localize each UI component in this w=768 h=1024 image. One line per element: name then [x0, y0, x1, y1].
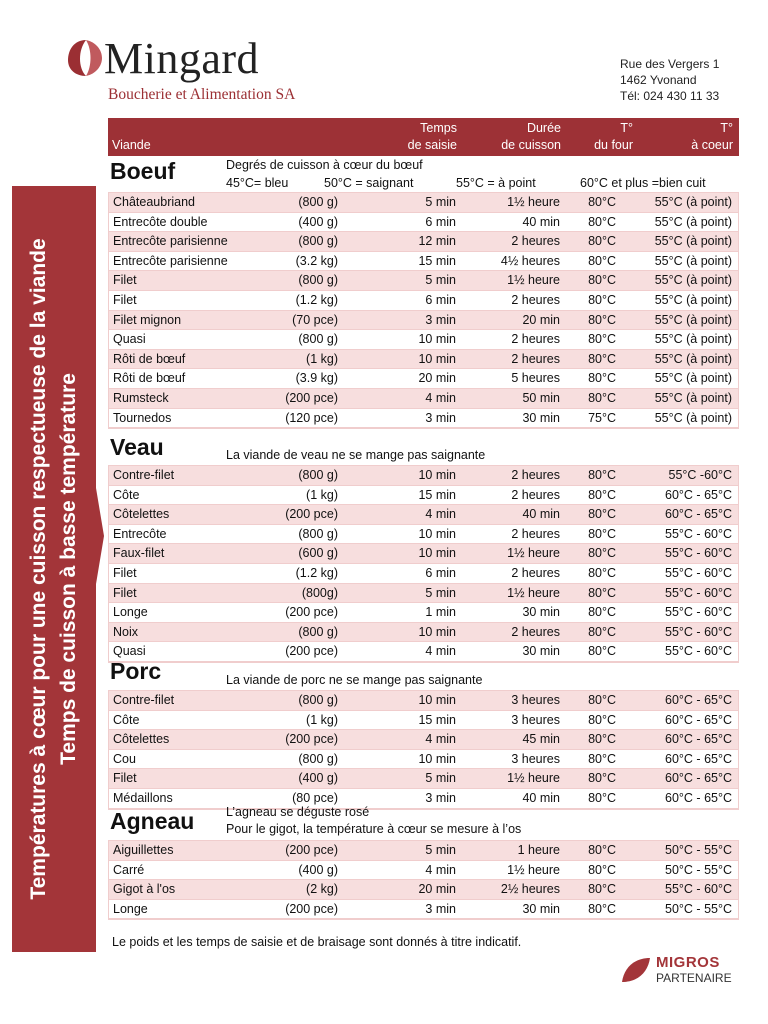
cell-searing-time: 5 min: [425, 771, 456, 786]
cell-core-temp: 60°C - 65°C: [665, 732, 732, 747]
cell-core-temp: 60°C - 65°C: [665, 771, 732, 786]
cell-cooking-time: 45 min: [522, 732, 560, 747]
section-title-boeuf: Boeuf: [110, 158, 176, 184]
cell-cut: Entrecôte: [113, 526, 167, 541]
table-row: [109, 544, 738, 564]
cell-oven-temp: 80°C: [588, 843, 616, 857]
brand-name: Mingard: [104, 34, 260, 83]
table-row: [109, 564, 738, 584]
cell-searing-time: 1 min: [425, 605, 456, 620]
cell-oven-temp: 80°C: [588, 312, 616, 327]
cell-searing-time: 15 min: [418, 253, 456, 268]
cell-searing-time: 4 min: [425, 507, 456, 522]
cell-oven-temp: 80°C: [588, 712, 616, 727]
cell-cooking-time: 2 heures: [511, 468, 560, 482]
cell-cut: Cou: [113, 751, 136, 766]
cell-weight: (1.2 kg): [295, 565, 338, 580]
table-row: [109, 642, 738, 662]
cell-oven-temp: 80°C: [588, 468, 616, 482]
cell-searing-time: 10 min: [418, 332, 456, 347]
partner-line2: PARTENAIRE: [656, 971, 732, 985]
cell-oven-temp: 80°C: [588, 507, 616, 522]
table-header: [108, 118, 739, 156]
cell-searing-time: 4 min: [425, 732, 456, 747]
cell-weight: (70 pce): [292, 312, 338, 327]
cell-cut: Gigot à l'os: [113, 882, 176, 897]
cell-cooking-time: 40 min: [522, 507, 560, 522]
cell-weight: (800 g): [298, 624, 338, 639]
table-row: [109, 789, 738, 809]
cell-cut: Contre-filet: [113, 693, 175, 707]
cell-cooking-time: 3 heures: [511, 693, 560, 707]
header-duree-2: de cuisson: [501, 138, 561, 152]
table-row: [109, 330, 738, 350]
cell-cut: Entrecôte parisienne: [113, 253, 228, 268]
cell-weight: (800 g): [298, 234, 338, 249]
cell-weight: (800 g): [298, 693, 338, 707]
cell-cut: Contre-filet: [113, 468, 175, 482]
banner-text: [24, 238, 84, 899]
section-note-veau: La viande de veau ne se mange pas saignante: [226, 448, 486, 462]
cell-weight: (800 g): [298, 468, 338, 482]
cell-oven-temp: 80°C: [588, 771, 616, 786]
table-row: [109, 466, 738, 486]
cell-weight: (3.2 kg): [295, 253, 338, 268]
cell-weight: (800 g): [298, 751, 338, 766]
cell-core-temp: 55°C -60°C: [668, 468, 732, 482]
banner-notch: [94, 476, 104, 596]
cell-searing-time: 20 min: [418, 371, 456, 386]
cell-searing-time: 4 min: [425, 644, 456, 659]
table-row: [109, 486, 738, 506]
cell-core-temp: 60°C - 65°C: [665, 487, 732, 502]
address-phone: Tél: 024 430 11 33: [620, 89, 720, 103]
cell-oven-temp: 80°C: [588, 644, 616, 659]
cell-core-temp: 60°C - 65°C: [665, 751, 732, 766]
cell-cut: Filet: [113, 585, 137, 600]
header-four-2: du four: [594, 138, 633, 152]
partner-line1: MIGROS: [656, 954, 720, 971]
cell-searing-time: 20 min: [418, 882, 456, 897]
cell-searing-time: 5 min: [425, 585, 456, 600]
header-coeur-2: à coeur: [691, 138, 733, 152]
cell-cooking-time: 1½ heure: [507, 273, 560, 288]
cell-core-temp: 55°C - 60°C: [665, 546, 732, 561]
migros-partner-logo: [620, 952, 740, 992]
cell-cut: Quasi: [113, 644, 146, 659]
footnote: Le poids et les temps de saisie et de braisage sont donnés à titre indicatif.: [112, 935, 522, 949]
cell-oven-temp: 80°C: [588, 732, 616, 747]
table-row: [109, 252, 738, 272]
cell-oven-temp: 80°C: [588, 565, 616, 580]
cell-searing-time: 4 min: [425, 862, 456, 877]
section-title-porc: Porc: [110, 658, 162, 684]
cell-cooking-time: 3 heures: [511, 751, 560, 766]
cell-weight: (80 pce): [292, 790, 338, 805]
cell-cooking-time: 30 min: [522, 644, 560, 659]
cell-cut: Côte: [113, 487, 140, 502]
table-row: [109, 603, 738, 623]
cell-cut: Côtelettes: [113, 732, 170, 747]
cell-searing-time: 3 min: [425, 410, 456, 425]
table-row: [109, 900, 738, 920]
cell-cut: Noix: [113, 624, 139, 639]
header-four-1: T°: [620, 121, 633, 135]
cell-searing-time: 10 min: [418, 546, 456, 561]
cell-cooking-time: 40 min: [522, 214, 560, 229]
table-row: [109, 291, 738, 311]
cell-weight: (800g): [301, 585, 338, 600]
cell-cooking-time: 20 min: [522, 312, 560, 327]
cell-core-temp: 60°C - 65°C: [665, 507, 732, 522]
cell-weight: (800 g): [298, 195, 338, 209]
banner-title: Températures à cœur pour une cuisson respectueuse de la viande: [27, 238, 50, 900]
header-saisie-2: de saisie: [407, 138, 457, 152]
cell-cooking-time: 2½ heures: [500, 882, 560, 897]
header-viande: Viande: [112, 138, 151, 152]
cell-searing-time: 6 min: [425, 565, 456, 580]
cell-weight: (200 pce): [285, 901, 338, 916]
cell-oven-temp: 80°C: [588, 901, 616, 916]
cell-weight: (800 g): [298, 526, 338, 541]
table-row: [109, 584, 738, 604]
cell-oven-temp: 80°C: [588, 790, 616, 805]
cell-cooking-time: 1½ heure: [507, 195, 560, 209]
header-duree-1: Durée: [526, 121, 561, 135]
cell-core-temp: 55°C - 60°C: [665, 882, 732, 897]
cell-weight: (200 pce): [285, 507, 338, 522]
vertical-banner: [12, 186, 96, 952]
table-row: [109, 409, 738, 429]
cell-searing-time: 5 min: [425, 843, 456, 857]
cell-cooking-time: 40 min: [522, 790, 560, 805]
cell-core-temp: 55°C (à point): [654, 312, 732, 327]
cell-searing-time: 10 min: [418, 468, 456, 482]
table-row: [109, 389, 738, 409]
cell-core-temp: 55°C (à point): [654, 371, 732, 386]
section-note-porc: La viande de porc ne se mange pas saignante: [226, 673, 483, 687]
table-boeuf: [108, 192, 739, 429]
cell-searing-time: 10 min: [418, 751, 456, 766]
cell-cooking-time: 1½ heure: [507, 585, 560, 600]
cell-weight: (1 kg): [306, 712, 338, 727]
table-row: [109, 769, 738, 789]
table-row: [109, 350, 738, 370]
cell-cooking-time: 30 min: [522, 901, 560, 916]
cell-cooking-time: 2 heures: [511, 351, 560, 366]
cell-weight: (400 g): [298, 771, 338, 786]
cell-cut: Rôti de bœuf: [113, 351, 186, 366]
section-note-boeuf: Degrés de cuisson à cœur du bœuf: [226, 158, 423, 172]
cell-weight: (2 kg): [306, 882, 338, 897]
cell-core-temp: 55°C - 60°C: [665, 624, 732, 639]
cell-core-temp: 55°C - 60°C: [665, 644, 732, 659]
section-note-agneau-1: L’agneau se déguste rosé: [226, 805, 370, 819]
cell-cut: Médaillons: [113, 790, 173, 805]
cell-core-temp: 55°C (à point): [654, 273, 732, 288]
cell-oven-temp: 80°C: [588, 253, 616, 268]
cell-cooking-time: 2 heures: [511, 332, 560, 347]
cell-searing-time: 5 min: [425, 195, 456, 209]
cell-core-temp: 60°C - 65°C: [665, 693, 732, 707]
cell-weight: (800 g): [298, 332, 338, 347]
cell-cooking-time: 2 heures: [511, 487, 560, 502]
cell-cooking-time: 5 heures: [511, 371, 560, 386]
cell-weight: (200 pce): [285, 605, 338, 620]
cell-oven-temp: 80°C: [588, 371, 616, 386]
cell-weight: (1 kg): [306, 351, 338, 366]
cell-cut: Faux-filet: [113, 546, 165, 561]
cell-weight: (1 kg): [306, 487, 338, 502]
cell-core-temp: 55°C (à point): [654, 351, 732, 366]
cell-core-temp: 50°C - 55°C: [665, 862, 732, 877]
cell-oven-temp: 80°C: [588, 526, 616, 541]
cell-cut: Quasi: [113, 332, 146, 347]
cell-core-temp: 55°C (à point): [654, 195, 732, 209]
table-row: [109, 505, 738, 525]
cell-oven-temp: 80°C: [588, 351, 616, 366]
cell-cooking-time: 1½ heure: [507, 862, 560, 877]
table-row: [109, 750, 738, 770]
cell-cut: Carré: [113, 862, 145, 877]
cell-cut: Filet: [113, 565, 137, 580]
cell-oven-temp: 80°C: [588, 332, 616, 347]
cell-oven-temp: 80°C: [588, 585, 616, 600]
cell-oven-temp: 80°C: [588, 882, 616, 897]
table-row: [109, 369, 738, 389]
cell-cooking-time: 2 heures: [511, 624, 560, 639]
cell-cut: Entrecôte parisienne: [113, 234, 228, 249]
cell-searing-time: 3 min: [425, 312, 456, 327]
cell-searing-time: 6 min: [425, 214, 456, 229]
cell-oven-temp: 80°C: [588, 195, 616, 209]
cell-searing-time: 15 min: [418, 487, 456, 502]
cell-searing-time: 10 min: [418, 526, 456, 541]
section-title-agneau: Agneau: [110, 808, 195, 834]
table-row: [109, 311, 738, 331]
cell-cut: Longe: [113, 901, 148, 916]
cell-searing-time: 10 min: [418, 351, 456, 366]
cell-oven-temp: 80°C: [588, 292, 616, 307]
cell-searing-time: 12 min: [418, 234, 456, 249]
cell-oven-temp: 80°C: [588, 273, 616, 288]
cell-weight: (120 pce): [285, 410, 338, 425]
cell-cut: Filet: [113, 292, 137, 307]
cell-cooking-time: 30 min: [522, 605, 560, 620]
cell-cooking-time: 1 heure: [517, 843, 560, 857]
cell-weight: (3.9 kg): [295, 371, 338, 386]
table-row: [109, 730, 738, 750]
cell-cut: Filet mignon: [113, 312, 182, 327]
cell-core-temp: 55°C (à point): [654, 234, 732, 249]
address-street: Rue des Vergers 1: [620, 57, 720, 71]
header-saisie-1: Temps: [420, 121, 457, 135]
table-row: [109, 711, 738, 731]
header-coeur-1: T°: [720, 121, 733, 135]
cell-weight: (400 g): [298, 862, 338, 877]
cell-weight: (600 g): [298, 546, 338, 561]
cell-searing-time: 10 min: [418, 693, 456, 707]
banner-subtitle: Temps de cuisson à basse température: [57, 373, 80, 765]
cell-oven-temp: 80°C: [588, 546, 616, 561]
table-row: [109, 861, 738, 881]
cell-core-temp: 55°C - 60°C: [665, 565, 732, 580]
cell-oven-temp: 75°C: [588, 410, 616, 425]
cell-cut: Rumsteck: [113, 390, 169, 405]
cell-cooking-time: 4½ heures: [500, 253, 560, 268]
cell-cooking-time: 2 heures: [511, 526, 560, 541]
cell-cut: Châteaubriand: [113, 195, 196, 209]
cell-cooking-time: 2 heures: [511, 292, 560, 307]
table-porc: [108, 690, 739, 810]
cell-oven-temp: 80°C: [588, 862, 616, 877]
table-row: [109, 271, 738, 291]
cell-cooking-time: 1½ heure: [507, 546, 560, 561]
degree-saignant: 50°C = saignant: [324, 176, 414, 190]
cell-cooking-time: 3 heures: [511, 712, 560, 727]
cell-cut: Filet: [113, 771, 137, 786]
cell-cut: Tournedos: [113, 410, 172, 425]
cell-core-temp: 55°C (à point): [654, 292, 732, 307]
leaf-logo-icon: [66, 38, 106, 78]
cell-weight: (800 g): [298, 273, 338, 288]
migros-leaf-icon: [620, 956, 652, 984]
cell-weight: (200 pce): [285, 644, 338, 659]
cell-core-temp: 55°C (à point): [654, 332, 732, 347]
cell-cut: Côtelettes: [113, 507, 170, 522]
cell-searing-time: 5 min: [425, 273, 456, 288]
cell-weight: (1.2 kg): [295, 292, 338, 307]
address-city: 1462 Yvonand: [620, 73, 697, 87]
section-title-veau: Veau: [110, 434, 164, 460]
cell-weight: (200 pce): [285, 843, 338, 857]
cell-core-temp: 55°C - 60°C: [665, 526, 732, 541]
table-veau: [108, 465, 739, 663]
section-note-agneau-2: Pour le gigot, la température à cœur se mesure à l’os: [226, 822, 522, 836]
cell-core-temp: 55°C (à point): [654, 390, 732, 405]
cell-searing-time: 15 min: [418, 712, 456, 727]
degree-bien-cuit: 60°C et plus =bien cuit: [580, 176, 706, 190]
cell-searing-time: 6 min: [425, 292, 456, 307]
degree-a-point: 55°C = à point: [456, 176, 536, 190]
cell-oven-temp: 80°C: [588, 214, 616, 229]
cell-weight: (200 pce): [285, 732, 338, 747]
table-row: [109, 841, 738, 861]
cell-oven-temp: 80°C: [588, 234, 616, 249]
cell-searing-time: 3 min: [425, 790, 456, 805]
cell-cut: Filet: [113, 273, 137, 288]
cell-core-temp: 55°C (à point): [654, 410, 732, 425]
table-row: [109, 623, 738, 643]
cell-oven-temp: 80°C: [588, 487, 616, 502]
table-row: [109, 525, 738, 545]
cell-oven-temp: 80°C: [588, 751, 616, 766]
cell-core-temp: 55°C - 60°C: [665, 605, 732, 620]
cell-cut: Longe: [113, 605, 148, 620]
cell-oven-temp: 80°C: [588, 624, 616, 639]
cell-cooking-time: 2 heures: [511, 565, 560, 580]
table-row: [109, 880, 738, 900]
table-row: [109, 232, 738, 252]
mingard-logo: [66, 30, 296, 110]
cell-cut: Côte: [113, 712, 140, 727]
cell-searing-time: 4 min: [425, 390, 456, 405]
cell-searing-time: 3 min: [425, 901, 456, 916]
cell-weight: (400 g): [298, 214, 338, 229]
cell-core-temp: 50°C - 55°C: [665, 901, 732, 916]
cell-oven-temp: 80°C: [588, 693, 616, 707]
cell-core-temp: 50°C - 55°C: [665, 843, 732, 857]
table-agneau: [108, 840, 739, 920]
cell-oven-temp: 80°C: [588, 605, 616, 620]
cell-cut: Entrecôte double: [113, 214, 208, 229]
cell-oven-temp: 80°C: [588, 390, 616, 405]
brand-subtitle: Boucherie et Alimentation SA: [108, 86, 296, 103]
cell-core-temp: 55°C (à point): [654, 253, 732, 268]
cell-core-temp: 55°C (à point): [654, 214, 732, 229]
cell-cooking-time: 50 min: [522, 390, 560, 405]
address-block: [620, 56, 719, 104]
cell-core-temp: 60°C - 65°C: [665, 712, 732, 727]
cell-cooking-time: 30 min: [522, 410, 560, 425]
table-row: [109, 691, 738, 711]
degree-bleu: 45°C= bleu: [226, 176, 289, 190]
cell-weight: (200 pce): [285, 390, 338, 405]
cell-cooking-time: 2 heures: [511, 234, 560, 249]
table-row: [109, 193, 738, 213]
cell-cut: Rôti de bœuf: [113, 371, 186, 386]
cell-core-temp: 60°C - 65°C: [665, 790, 732, 805]
cell-core-temp: 55°C - 60°C: [665, 585, 732, 600]
cell-cooking-time: 1½ heure: [507, 771, 560, 786]
cell-cut: Aiguillettes: [113, 843, 174, 857]
table-row: [109, 213, 738, 233]
cell-searing-time: 10 min: [418, 624, 456, 639]
